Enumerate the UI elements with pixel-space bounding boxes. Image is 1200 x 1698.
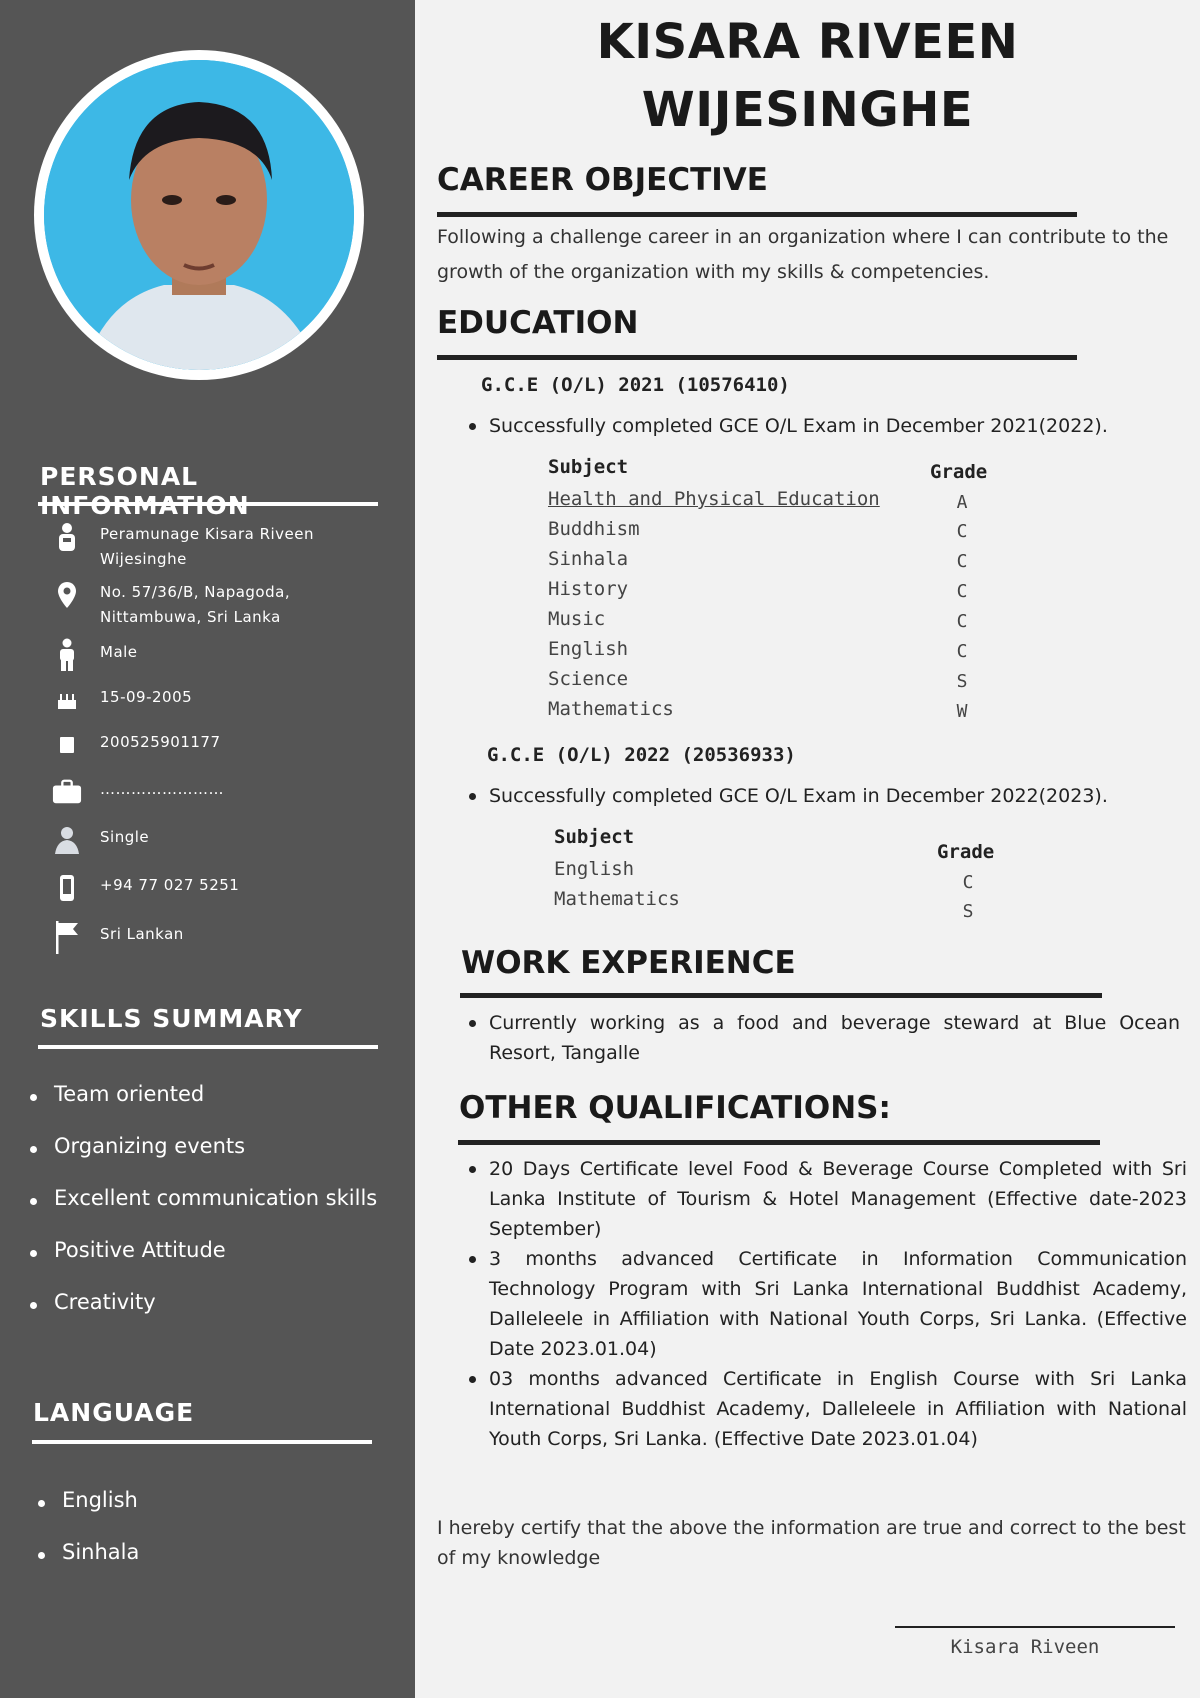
subject-cell: Buddhism bbox=[548, 518, 640, 540]
nationality-text: Sri Lankan bbox=[100, 925, 184, 943]
declaration-text: I hereby certify that the above the information are true and correct to the best of my knowledge bbox=[437, 1517, 1186, 1569]
exam-note: Successfully completed GCE O/L Exam in December 2022(2023). bbox=[475, 781, 1175, 811]
grade-cell: C bbox=[956, 581, 968, 602]
occupation-text: …………………… bbox=[100, 780, 224, 798]
list-item: Excellent communication skills bbox=[30, 1186, 377, 1210]
sidebar bbox=[0, 0, 415, 1698]
subject-column-header: Subject bbox=[554, 826, 635, 848]
exam-note: Successfully completed GCE O/L Exam in December 2021(2022). bbox=[475, 411, 1175, 441]
flag-icon bbox=[52, 922, 82, 952]
exam-title: G.C.E (O/L) 2022 (20536933) bbox=[487, 744, 796, 766]
qualification-item: 20 Days Certificate level Food & Beverage Course Completed with Sri Lanka Institute of Tourism & Hotel Management (Effective date-2023 September) bbox=[475, 1154, 1187, 1244]
language-heading: LANGUAGE bbox=[33, 1398, 195, 1427]
education-rule bbox=[437, 355, 1077, 360]
grade-cell: W bbox=[956, 701, 968, 722]
exam-title: G.C.E (O/L) 2021 (10576410) bbox=[481, 374, 790, 396]
career-objective-heading: CAREER OBJECTIVE bbox=[437, 162, 768, 198]
grade-column-header: Grade bbox=[930, 461, 988, 483]
grade-cell: C bbox=[956, 521, 968, 542]
other-qualifications-heading: OTHER QUALIFICATIONS: bbox=[459, 1090, 891, 1126]
work-experience-heading: WORK EXPERIENCE bbox=[461, 945, 796, 981]
skills-list bbox=[30, 1082, 377, 1314]
subject-cell: English bbox=[554, 858, 635, 880]
gender-icon bbox=[52, 640, 82, 670]
career-objective-rule bbox=[437, 212, 1077, 217]
subject-column-header: Subject bbox=[548, 456, 629, 478]
personal-info-occupation bbox=[52, 777, 392, 807]
marital-status-text: Single bbox=[100, 828, 150, 846]
grade-cell: S bbox=[956, 671, 968, 692]
career-objective-text: Following a challenge career in an organization where I can contribute to the growth of the organization with my skills & competencies. bbox=[437, 226, 1169, 283]
skills-summary-rule bbox=[38, 1045, 378, 1049]
id-card-icon bbox=[52, 730, 82, 760]
subject-cell: Science bbox=[548, 668, 629, 690]
personal-info-phone bbox=[52, 873, 392, 903]
person-icon bbox=[52, 522, 82, 552]
subject-cell: Sinhala bbox=[548, 548, 629, 570]
grade-cell: C bbox=[956, 551, 968, 572]
signature-name: Kisara Riveen bbox=[950, 1636, 1100, 1658]
personal-info-birthday bbox=[52, 685, 392, 715]
grade-column-header: Grade bbox=[937, 841, 995, 863]
gender-text: Male bbox=[100, 643, 138, 661]
personal-info-address bbox=[52, 580, 392, 630]
grade-cell: C bbox=[956, 611, 968, 632]
grade-cell: A bbox=[956, 492, 968, 513]
grade-cell: C bbox=[956, 641, 968, 662]
personal-info-nationality bbox=[52, 922, 392, 952]
subject-cell: History bbox=[548, 578, 629, 600]
personal-information-heading: PERSONAL bbox=[40, 462, 199, 491]
list-item: Team oriented bbox=[30, 1082, 377, 1106]
briefcase-icon bbox=[52, 777, 82, 807]
signature-line bbox=[895, 1626, 1175, 1628]
grade-cell: C bbox=[962, 872, 974, 893]
mobile-phone-icon bbox=[52, 873, 82, 903]
birthday-cake-icon bbox=[52, 685, 82, 715]
list-item: Sinhala bbox=[38, 1540, 139, 1564]
grade-cell: S bbox=[962, 901, 974, 922]
nic-text: 200525901177 bbox=[100, 733, 221, 751]
list-item: Positive Attitude bbox=[30, 1238, 377, 1262]
work-experience-item: Currently working as a food and beverage steward at Blue Ocean Resort, Tangalle bbox=[475, 1008, 1180, 1068]
personal-info-marital-status bbox=[52, 825, 392, 855]
marital-status-icon bbox=[52, 825, 82, 855]
personal-info-nic bbox=[52, 730, 392, 760]
profile-photo bbox=[34, 50, 364, 380]
personal-information-rule bbox=[38, 502, 378, 506]
subject-cell: Mathematics bbox=[554, 888, 680, 910]
list-item: English bbox=[38, 1488, 139, 1512]
location-pin-icon bbox=[52, 580, 82, 610]
language-list bbox=[38, 1488, 139, 1564]
subject-cell: Health and Physical Education bbox=[548, 488, 880, 510]
language-rule bbox=[32, 1440, 372, 1444]
personal-info-gender bbox=[52, 640, 392, 670]
list-item: Creativity bbox=[30, 1290, 377, 1314]
address-text: No. 57/36/B, Napagoda, Nittambuwa, Sri Lanka bbox=[100, 583, 291, 626]
fullname-text: Peramunage Kisara Riveen Wijesinghe bbox=[100, 525, 315, 568]
subject-cell: Mathematics bbox=[548, 698, 674, 720]
other-qualifications-rule bbox=[458, 1140, 1100, 1145]
skills-summary-heading: SKILLS SUMMARY bbox=[40, 1004, 303, 1033]
subject-cell: English bbox=[548, 638, 629, 660]
name-line-2: WIJESINGHE bbox=[641, 82, 974, 138]
personal-info-fullname bbox=[52, 522, 392, 572]
qualification-item: 3 months advanced Certificate in Information Communication Technology Program with Sri Lanka International Buddhist Academy, Dalleleele in Affiliation with National Youth Corps, Sri Lanka. (Effective Date 2023.01.04) bbox=[475, 1244, 1187, 1364]
main-content bbox=[415, 0, 1200, 1698]
work-experience-rule bbox=[460, 993, 1102, 998]
education-heading: EDUCATION bbox=[437, 305, 639, 341]
list-item: Organizing events bbox=[30, 1134, 377, 1158]
subject-cell: Music bbox=[548, 608, 606, 630]
portrait-image bbox=[44, 60, 354, 370]
phone-text: +94 77 027 5251 bbox=[100, 876, 240, 894]
birthday-text: 15-09-2005 bbox=[100, 688, 193, 706]
name-line-1: KISARA RIVEEN bbox=[596, 14, 1019, 70]
qualification-item: 03 months advanced Certificate in English Course with Sri Lanka International Buddhist Academy, Dalleleele in Affiliation with National Youth Corps, Sri Lanka. (Effective Date 2023.01.04) bbox=[475, 1364, 1187, 1454]
